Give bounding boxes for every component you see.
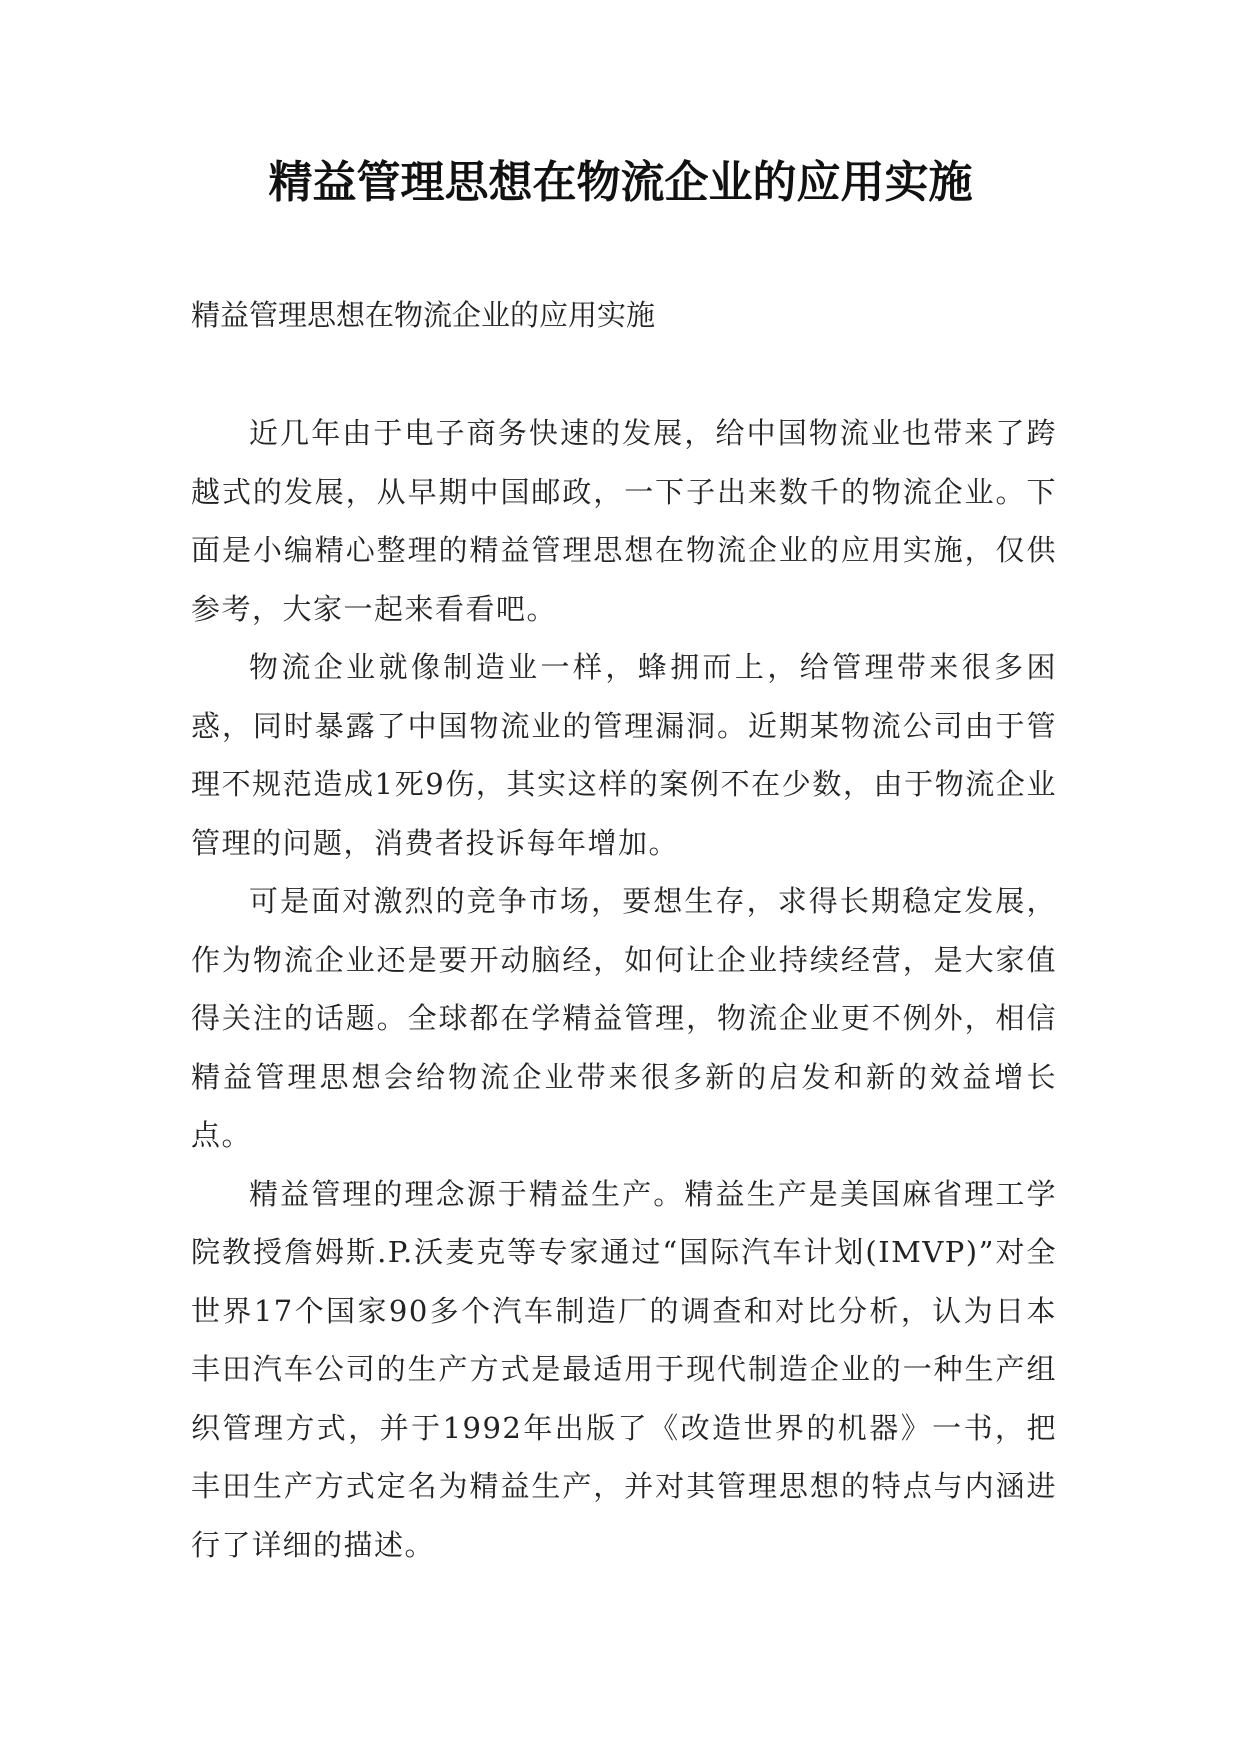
document-subtitle: 精益管理思想在物流企业的应用实施 <box>191 298 656 332</box>
body-paragraph: 可是面对激烈的竞争市场，要想生存，求得长期稳定发展，作为物流企业还是要开动脑经，如何让企业持续经营，是大家值得关注的话题。全球都在学精益管理，物流企业更不例外，相信精益管理思想会给物流企业带来很多新的启发和新的效益增长点。 <box>191 884 1057 1152</box>
document-title: 精益管理思想在物流企业的应用实施 <box>268 157 973 208</box>
body-paragraph: 精益管理的理念源于精益生产。精益生产是美国麻省理工学院教授詹姆斯.P.沃麦克等专家通过“国际汽车计划(IMVP)”对全世界17个国家90多个汽车制造厂的调查和对比分析，认为日本丰田汽车公司的生产方式是最适用于现代制造企业的一种生产组织管理方式，并于1992年出版了《改造世界的机器》一书，把丰田生产方式定名为精益生产，并对其管理思想的特点与内涵进行了详细的描述。 <box>191 1176 1057 1562</box>
body-paragraph: 近几年由于电子商务快速的发展，给中国物流业也带来了跨越式的发展，从早期中国邮政，一下子出来数千的物流企业。下面是小编精心整理的精益管理思想在物流企业的应用实施，仅供参考，大家一起来看看吧。 <box>191 416 1057 626</box>
body-paragraph: 物流企业就像制造业一样，蜂拥而上，给管理带来很多困惑，同时暴露了中国物流业的管理漏洞。近期某物流公司由于管理不规范造成1死9伤，其实这样的案例不在少数，由于物流企业管理的问题，消费者投诉每年增加。 <box>191 650 1057 860</box>
document-body <box>191 404 1057 1574</box>
